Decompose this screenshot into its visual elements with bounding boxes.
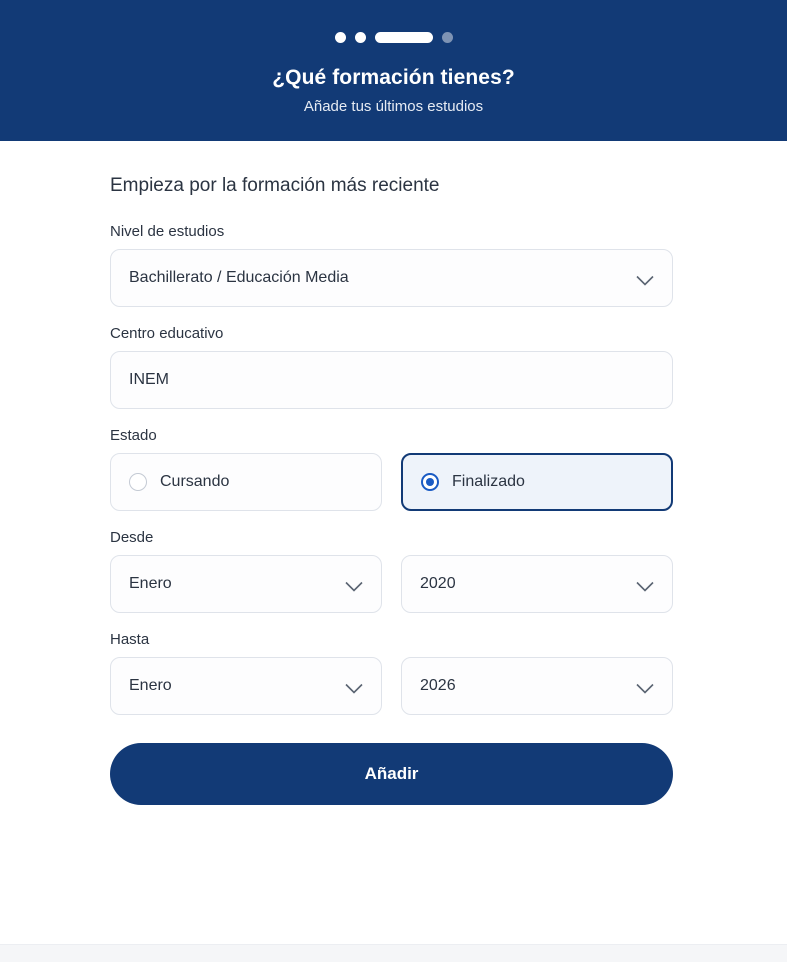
progress-step-4 <box>442 32 453 43</box>
from-selects <box>110 555 677 613</box>
field-group-status <box>110 427 677 511</box>
chevron-down-icon <box>636 681 654 692</box>
select-from-year-value: 2020 <box>420 575 456 592</box>
field-group-from <box>110 529 677 613</box>
chevron-down-icon <box>636 579 654 590</box>
field-group-to <box>110 631 677 715</box>
select-from-year[interactable] <box>401 555 673 613</box>
chevron-down-icon <box>636 273 654 284</box>
select-to-month[interactable] <box>110 657 382 715</box>
progress-step-2 <box>355 32 366 43</box>
page-title: ¿Qué formación tienes? <box>272 66 515 89</box>
input-school-value: INEM <box>129 371 169 388</box>
field-group-level <box>110 223 677 307</box>
add-education-button[interactable]: Añadir <box>110 743 673 805</box>
progress-step-3-current <box>375 32 433 43</box>
radio-group-status <box>110 453 677 511</box>
bottom-strip <box>0 944 787 962</box>
form-body <box>0 141 787 805</box>
select-from-month-value: Enero <box>129 575 172 592</box>
chevron-down-icon <box>345 681 363 692</box>
field-group-school <box>110 325 677 409</box>
progress-step-1 <box>335 32 346 43</box>
label-from: Desde <box>110 529 154 546</box>
select-to-year[interactable] <box>401 657 673 715</box>
radio-option-finalizado[interactable] <box>401 453 673 511</box>
right-gutter <box>787 0 800 962</box>
select-level[interactable] <box>110 249 673 307</box>
select-to-month-value: Enero <box>129 677 172 694</box>
select-level-value: Bachillerato / Educación Media <box>129 269 349 286</box>
select-from-month[interactable] <box>110 555 382 613</box>
input-school-wrapper[interactable] <box>110 351 673 409</box>
radio-icon-finalizado <box>421 473 439 491</box>
submit-area <box>110 743 677 805</box>
radio-label-cursando: Cursando <box>160 473 230 490</box>
chevron-down-icon <box>345 579 363 590</box>
page-subtitle: Añade tus últimos estudios <box>303 98 484 115</box>
radio-icon-cursando <box>129 473 147 491</box>
label-status: Estado <box>110 427 157 444</box>
to-selects <box>110 657 677 715</box>
select-to-year-value: 2026 <box>420 677 456 694</box>
radio-label-finalizado: Finalizado <box>452 473 525 490</box>
radio-option-cursando[interactable] <box>110 453 382 511</box>
label-level: Nivel de estudios <box>110 223 225 240</box>
header <box>0 0 787 141</box>
label-to: Hasta <box>110 631 150 648</box>
form-lead-text: Empieza por la formación más reciente <box>110 175 440 196</box>
progress-indicator <box>0 30 787 44</box>
label-school: Centro educativo <box>110 325 224 342</box>
